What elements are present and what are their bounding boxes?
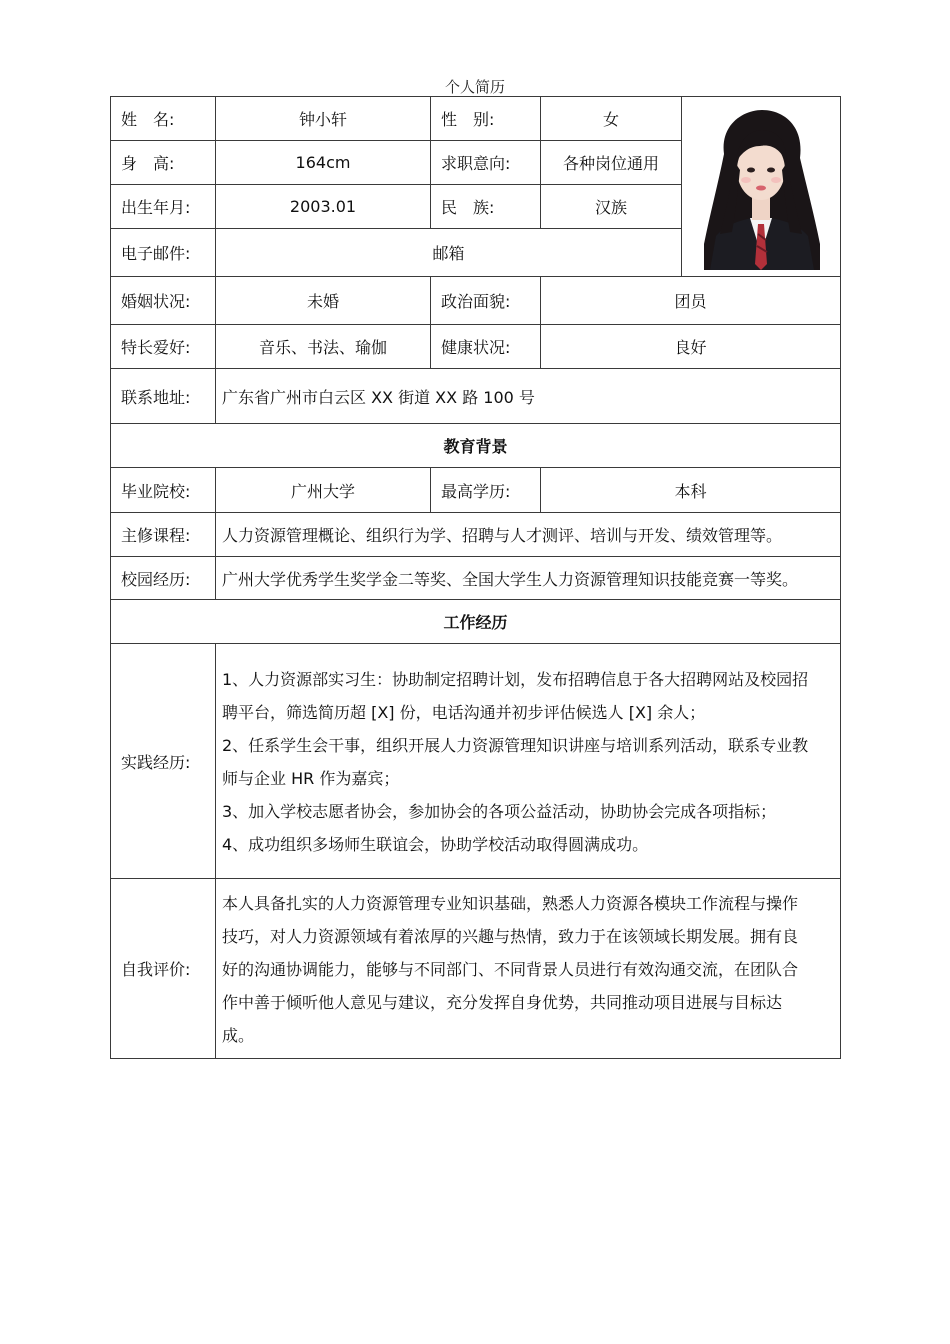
- label-marital: 婚姻状况:: [111, 277, 216, 325]
- value-email: 邮箱: [216, 229, 682, 277]
- value-school: 广州大学: [216, 468, 431, 513]
- value-hobby: 音乐、书法、瑜伽: [216, 325, 431, 369]
- value-height: 164cm: [216, 141, 431, 185]
- value-name: 钟小轩: [216, 97, 431, 141]
- self-line: 作中善于倾听他人意见与建议，充分发挥自身优势，共同推动项目进展与目标达: [222, 993, 783, 1012]
- label-gender: 性 别:: [431, 97, 541, 141]
- value-ethnic: 汉族: [541, 185, 682, 229]
- value-job: 各种岗位通用: [541, 141, 682, 185]
- row-self-evaluation: [111, 879, 841, 1059]
- row-hobby-health: [111, 325, 841, 369]
- label-job: 求职意向:: [431, 141, 541, 185]
- practice-content: [216, 644, 841, 879]
- row-section-work: [111, 600, 841, 644]
- document-title: 个人简历: [444, 78, 505, 96]
- label-practice: 实践经历:: [111, 644, 216, 879]
- value-health: 良好: [541, 325, 841, 369]
- row-section-education: [111, 424, 841, 468]
- value-political: 团员: [541, 277, 841, 325]
- practice-line: 3、加入学校志愿者协会，参加协会的各项公益活动，协助协会完成各项指标；: [222, 802, 777, 821]
- self-line: 好的沟通协调能力，能够与不同部门、不同背景人员进行有效沟通交流，在团队合: [222, 960, 799, 979]
- row-address: [111, 369, 841, 424]
- label-campus: 校园经历:: [111, 557, 216, 600]
- value-birth: 2003.01: [216, 185, 431, 229]
- row-practice: [111, 644, 841, 879]
- value-address: 广东省广州市白云区 XX 街道 XX 路 100 号: [216, 369, 841, 424]
- label-email: 电子邮件:: [111, 229, 216, 277]
- self-line: 本人具备扎实的人力资源管理专业知识基础，熟悉人力资源各模块工作流程与操作: [222, 894, 799, 913]
- row-marital-political: [111, 277, 841, 325]
- label-birth: 出生年月:: [111, 185, 216, 229]
- row-name-gender: [111, 97, 841, 141]
- row-school-degree: [111, 468, 841, 513]
- section-education-heading: 教育背景: [111, 424, 841, 468]
- value-campus: 广州大学优秀学生奖学金二等奖、全国大学生人力资源管理知识技能竞赛一等奖。: [216, 557, 841, 600]
- profile-photo: [696, 104, 826, 270]
- label-health: 健康状况:: [431, 325, 541, 369]
- self-line: 技巧，对人力资源领域有着浓厚的兴趣与热情，致力于在该领域长期发展。拥有良: [222, 927, 799, 946]
- label-address: 联系地址:: [111, 369, 216, 424]
- practice-line: 4、成功组织多场师生联谊会，协助学校活动取得圆满成功。: [222, 835, 649, 854]
- photo-cell: [682, 97, 841, 277]
- practice-line: 师与企业 HR 作为嘉宾；: [222, 769, 400, 788]
- row-campus: [111, 557, 841, 600]
- practice-line: 1、人力资源部实习生：协助制定招聘计划，发布招聘信息于各大招聘网站及校园招: [222, 670, 809, 689]
- label-school: 毕业院校:: [111, 468, 216, 513]
- value-courses: 人力资源管理概论、组织行为学、招聘与人才测评、培训与开发、绩效管理等。: [216, 513, 841, 557]
- value-degree: 本科: [541, 468, 841, 513]
- label-height: 身 高:: [111, 141, 216, 185]
- label-name: 姓 名:: [111, 97, 216, 141]
- section-work-heading: 工作经历: [111, 600, 841, 644]
- practice-line: 2、任系学生会干事，组织开展人力资源管理知识讲座与培训系列活动，联系专业教: [222, 736, 809, 755]
- row-courses: [111, 513, 841, 557]
- resume-table: [110, 96, 841, 1059]
- self-content: [216, 879, 841, 1059]
- label-courses: 主修课程:: [111, 513, 216, 557]
- label-ethnic: 民 族:: [431, 185, 541, 229]
- value-marital: 未婚: [216, 277, 431, 325]
- label-hobby: 特长爱好:: [111, 325, 216, 369]
- self-line: 成。: [222, 1026, 255, 1045]
- practice-line: 聘平台，筛选简历超 [X] 份，电话沟通并初步评估候选人 [X] 余人；: [222, 703, 706, 722]
- label-degree: 最高学历:: [431, 468, 541, 513]
- label-self: 自我评价:: [111, 879, 216, 1059]
- value-gender: 女: [541, 97, 682, 141]
- label-political: 政治面貌:: [431, 277, 541, 325]
